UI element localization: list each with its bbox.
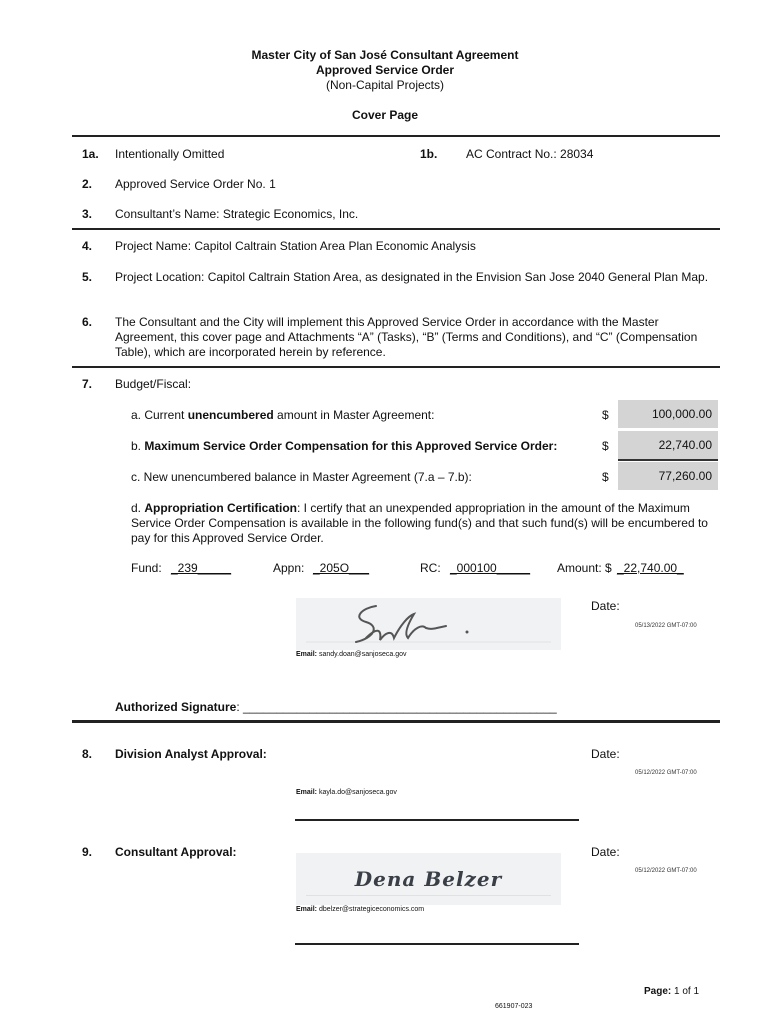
consultant-approval-label: Consultant Approval:: [115, 845, 237, 859]
item-9-number: 9.: [82, 845, 93, 859]
item-1a-text: Intentionally Omitted: [115, 147, 225, 161]
authorized-signature-label: Authorized Signature: _______________________________________________: [115, 700, 557, 714]
item-7-text: Budget/Fiscal:: [115, 377, 192, 391]
item-4-text: Project Name: Capitol Caltrain Station Area Plan Economic Analysis: [115, 239, 476, 253]
item-3-text: Consultant’s Name: Strategic Economics, Inc.: [115, 207, 359, 221]
document-note: (Non-Capital Projects): [325, 78, 445, 92]
item-8-number: 8.: [82, 747, 93, 761]
budget-c-label: c. New unencumbered balance in Master Agreement (7.a – 7.b):: [131, 470, 472, 484]
signature-2-line: [295, 819, 579, 821]
page-number: Page: 1 of 1: [644, 986, 700, 997]
budget-b-value: 22,740.00: [618, 431, 718, 459]
signature-3-box: [296, 853, 561, 905]
signature-2-date: 05/12/2022 GMT-07:00: [635, 770, 697, 776]
section-divider: [72, 366, 720, 368]
item-3-number: 3.: [82, 207, 93, 221]
signature-3-line: [295, 943, 579, 945]
section-divider: [72, 720, 720, 723]
fund-label: Fund:: [131, 561, 162, 575]
rc-label: RC:: [420, 561, 441, 575]
amount-value: _22,740.00_: [617, 561, 684, 575]
budget-b-currency: $: [602, 439, 609, 453]
signature-3-baseline: [306, 895, 551, 896]
item-6-text: The Consultant and the City will implement this Approved Service Order in accordance with the Master Agreement, this cover page and Attachments “A” (Tasks), “B” (Terms and Conditions), and “C” (Compensation Table), which are incorporated herein by reference.: [115, 315, 698, 359]
item-2-text: Approved Service Order No. 1: [115, 177, 276, 191]
item-5-number: 5.: [82, 270, 93, 284]
signature-1-box: [296, 598, 561, 650]
budget-a-value: 100,000.00: [618, 400, 718, 428]
signature-2-date-label: Date:: [591, 747, 620, 761]
document-subtitle: Approved Service Order: [315, 63, 455, 77]
item-5-text: Project Location: Capitol Caltrain Station Area, as designated in the Envision San Jose 2040 General Plan Map.: [115, 270, 709, 284]
budget-a-label: a. Current unencumbered amount in Master Agreement:: [131, 408, 435, 422]
item-1b-number: 1b.: [420, 147, 438, 161]
budget-total-rule: [618, 459, 718, 461]
item-7-number: 7.: [82, 377, 93, 391]
item-1b-text: AC Contract No.: 28034: [466, 147, 594, 161]
item-4-number: 4.: [82, 239, 93, 253]
document-title: Master City of San José Consultant Agreement: [251, 48, 519, 62]
amount-label: Amount: $: [557, 561, 612, 575]
item-2-number: 2.: [82, 177, 93, 191]
fund-value: _239_____: [171, 561, 232, 575]
signature-1-image: [296, 598, 561, 650]
budget-c-value: 77,260.00: [618, 462, 718, 490]
signature-1-date: 05/13/2022 GMT-07:00: [635, 623, 697, 629]
signature-3-email: Email: dbelzer@strategiceconomics.com: [296, 906, 425, 913]
signature-1-date-label: Date:: [591, 599, 620, 613]
appropriation-certification: d. Appropriation Certification: I certify that an unexpended appropriation in the amount of the Maximum Service Order Compensation is available in the following fund(s) and that such fund(s) will be encumbered to pay for this Approved Service Order.: [131, 501, 708, 545]
budget-a-currency: $: [602, 408, 609, 422]
item-1a-number: 1a.: [82, 147, 99, 161]
signature-1-email: Email: sandy.doan@sanjoseca.gov: [296, 651, 407, 658]
section-divider: [72, 135, 720, 137]
signature-3-date: 05/12/2022 GMT-07:00: [635, 868, 697, 874]
budget-c-currency: $: [602, 470, 609, 484]
appn-label: Appn:: [273, 561, 305, 575]
item-6-number: 6.: [82, 315, 93, 329]
signature-2-email: Email: kayla.do@sanjoseca.gov: [296, 789, 397, 796]
document-id: 661907-023: [495, 1003, 533, 1010]
appn-value: _205O___: [313, 561, 370, 575]
rc-value: _000100_____: [450, 561, 531, 575]
budget-b-label: b. Maximum Service Order Compensation for this Approved Service Order:: [131, 439, 558, 453]
division-analyst-approval-label: Division Analyst Approval:: [115, 747, 267, 761]
signature-3-name: Dena Belzer: [354, 867, 503, 891]
cover-page-heading: Cover Page: [351, 108, 419, 122]
signature-3-date-label: Date:: [591, 845, 620, 859]
section-divider: [72, 228, 720, 230]
